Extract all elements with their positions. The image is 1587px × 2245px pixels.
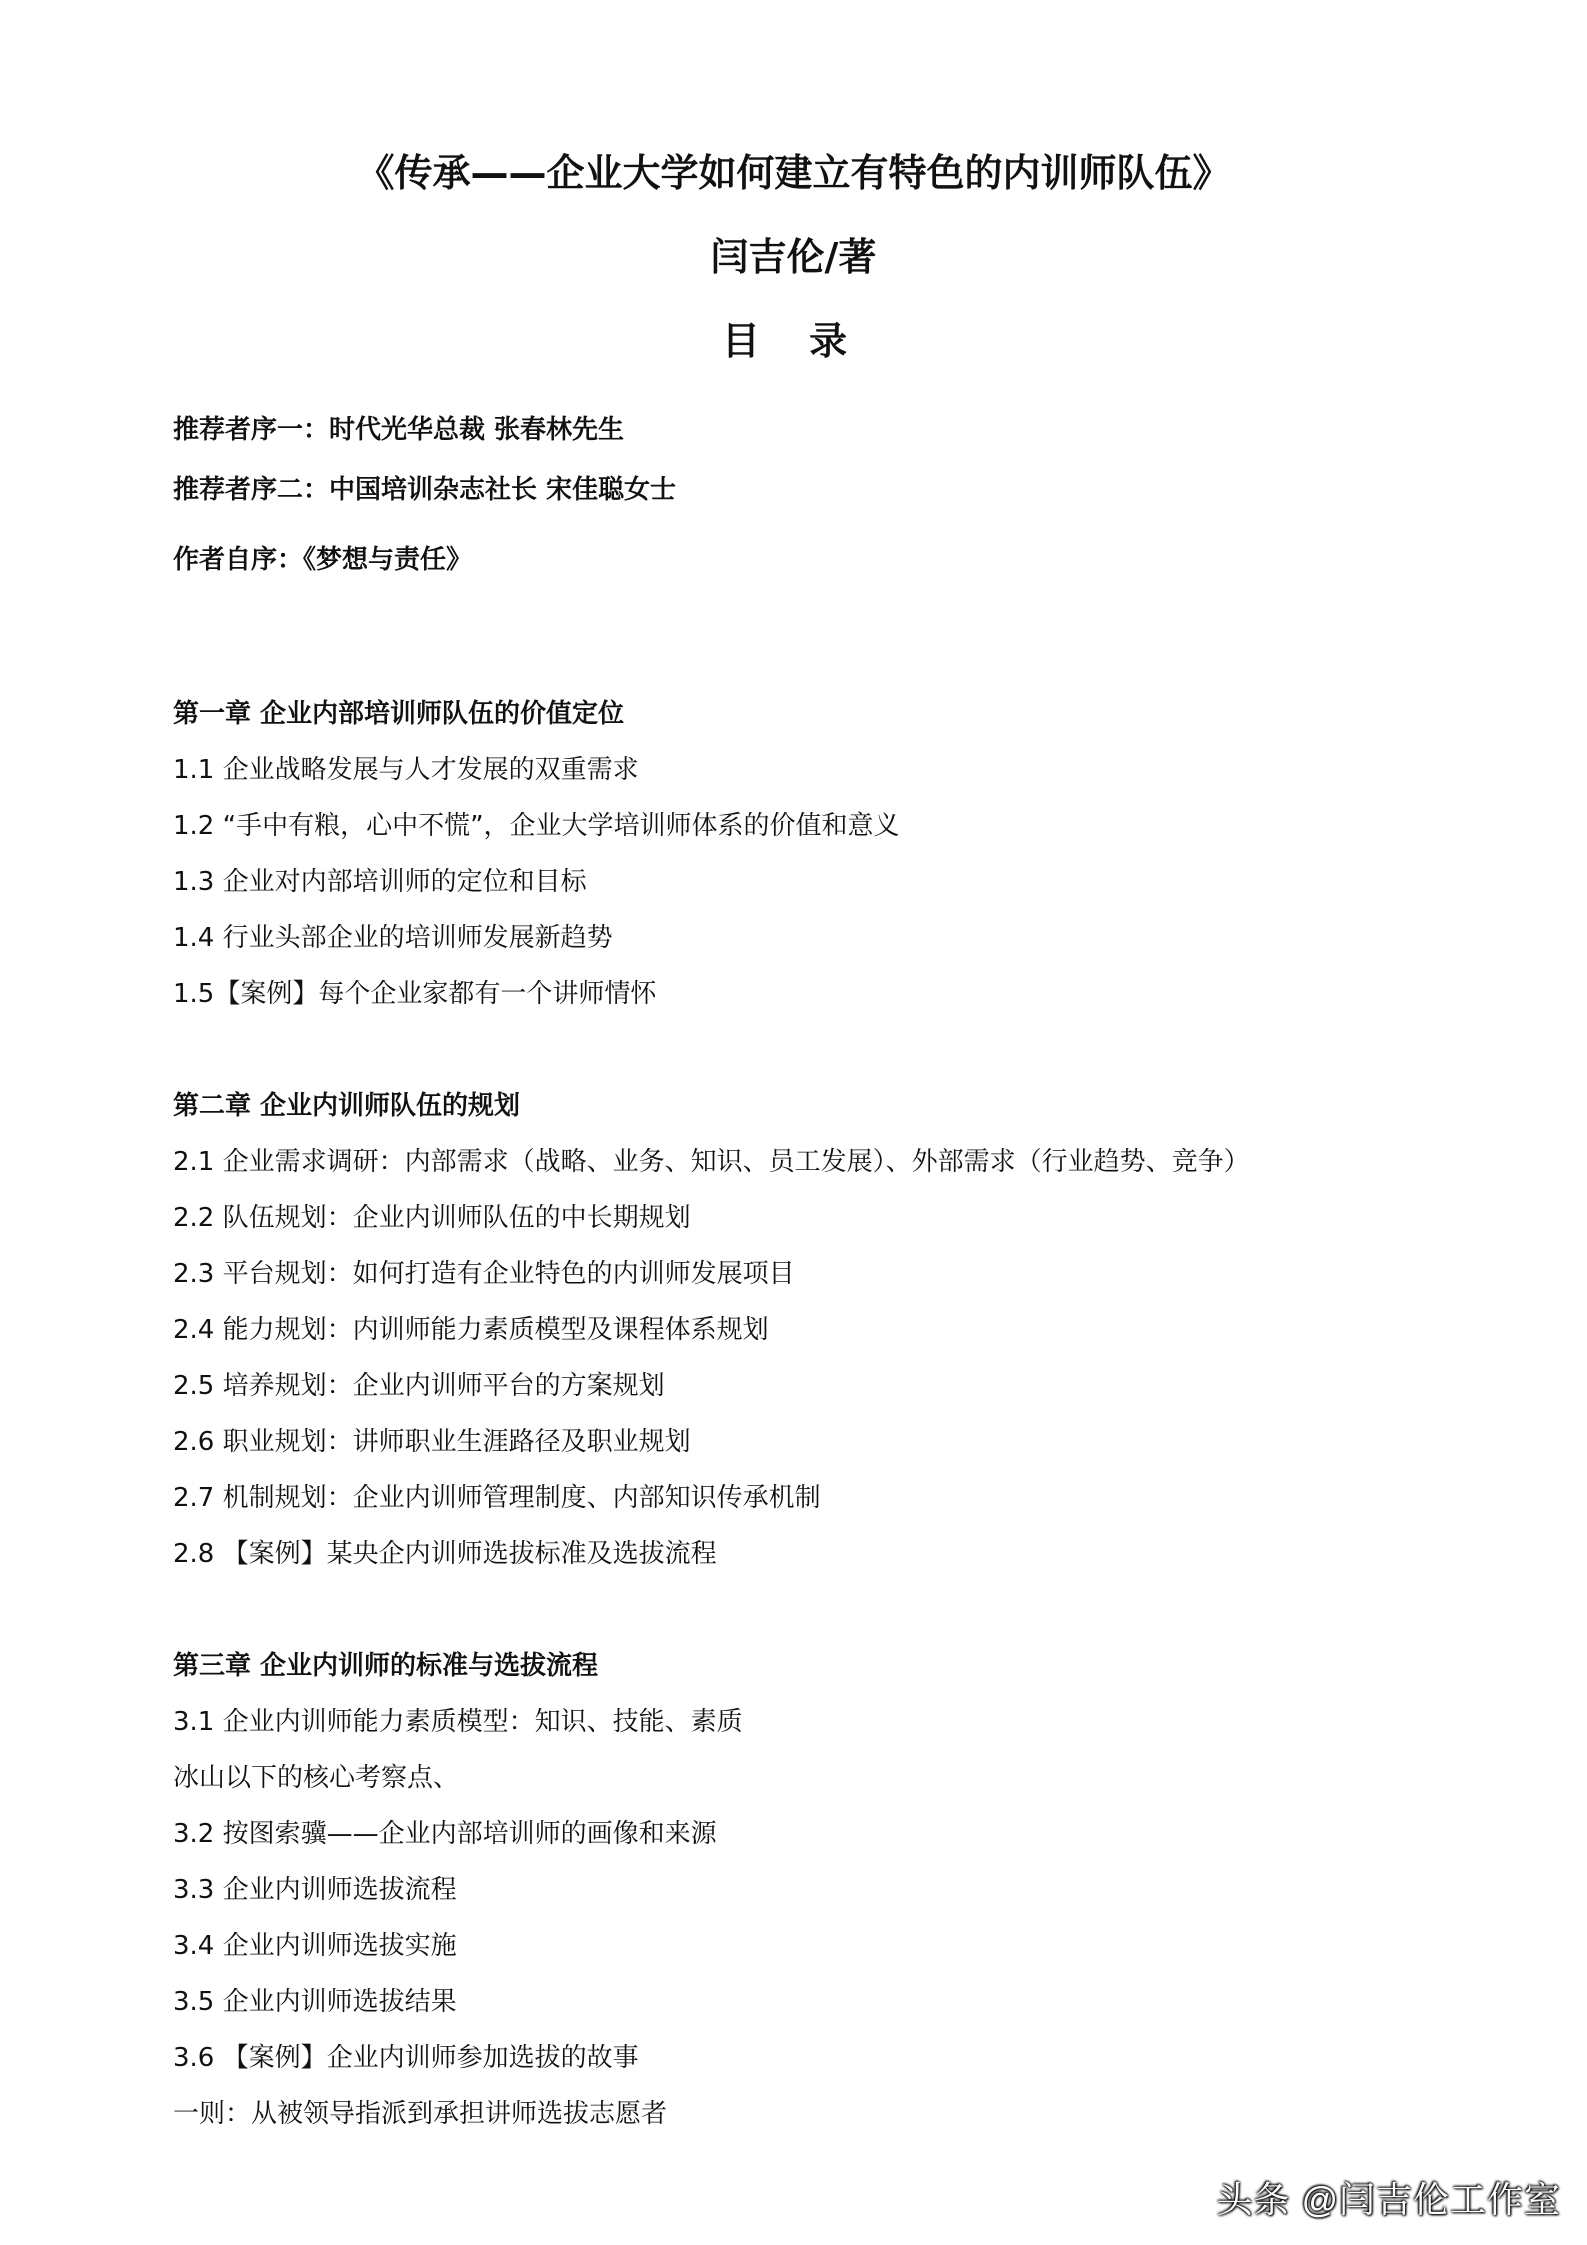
book-title: 《传承——企业大学如何建立有特色的内训师队伍》	[356, 151, 1231, 195]
toc-entry: 3.2 按图索骥——企业内部培训师的画像和来源	[173, 1819, 717, 1849]
toc-entry: 1.5【案例】每个企业家都有一个讲师情怀	[173, 979, 657, 1009]
chapter-2	[173, 1078, 1503, 1582]
toc-entry: 1.2 “手中有粮，心中不慌”，企业大学培训师体系的价值和意义	[173, 811, 900, 841]
toc-entry: 2.4 能力规划：内训师能力素质模型及课程体系规划	[173, 1315, 769, 1345]
toc-entry: 2.2 队伍规划：企业内训师队伍的中长期规划	[173, 1203, 691, 1233]
toc-entry: 2.6 职业规划：讲师职业生涯路径及职业规划	[173, 1427, 691, 1457]
toc-entry: 3.4 企业内训师选拔实施	[173, 1931, 457, 1961]
toc-entry: 3.5 企业内训师选拔结果	[173, 1987, 457, 2017]
toc-entry: 1.4 行业头部企业的培训师发展新趋势	[173, 923, 613, 953]
chapter-title: 第三章 企业内训师的标准与选拔流程	[173, 1651, 599, 1681]
toc-entry: 2.8 【案例】某央企内训师选拔标准及选拔流程	[173, 1539, 717, 1569]
toc-entry: 2.5 培养规划：企业内训师平台的方案规划	[173, 1371, 665, 1401]
chapter-title: 第二章 企业内训师队伍的规划	[173, 1091, 521, 1121]
preface-recommender-1: 推荐者序一：时代光华总裁 张春林先生	[173, 415, 625, 445]
toc-entry: 2.7 机制规划：企业内训师管理制度、内部知识传承机制	[173, 1483, 821, 1513]
preface-recommender-2: 推荐者序二：中国培训杂志社长 宋佳聪女士	[173, 475, 677, 505]
chapter-3	[173, 1638, 1503, 2142]
toc-entry: 2.1 企业需求调研：内部需求（战略、业务、知识、员工发展）、外部需求（行业趋势、竞争）	[173, 1147, 1250, 1177]
toc-entry: 1.3 企业对内部培训师的定位和目标	[173, 867, 587, 897]
table-of-contents	[173, 400, 1503, 2142]
toc-entry: 冰山以下的核心考察点、	[173, 1763, 460, 1793]
watermark: 头条 @闫吉伦工作室	[1216, 2179, 1561, 2220]
chapter-1	[173, 686, 1503, 1022]
toc-entry: 1.1 企业战略发展与人才发展的双重需求	[173, 755, 639, 785]
author-line: 闫吉伦/著	[710, 235, 877, 279]
toc-heading: 目 录	[721, 319, 866, 363]
preface-author: 作者自序：《梦想与责任》	[173, 545, 473, 575]
toc-entry: 2.3 平台规划：如何打造有企业特色的内训师发展项目	[173, 1259, 795, 1289]
toc-entry: 3.6 【案例】企业内训师参加选拔的故事	[173, 2043, 639, 2073]
toc-entry: 一则：从被领导指派到承担讲师选拔志愿者	[173, 2099, 668, 2129]
chapter-title: 第一章 企业内部培训师队伍的价值定位	[173, 699, 625, 729]
toc-entry: 3.1 企业内训师能力素质模型：知识、技能、素质	[173, 1707, 743, 1737]
toc-entry: 3.3 企业内训师选拔流程	[173, 1875, 457, 1905]
